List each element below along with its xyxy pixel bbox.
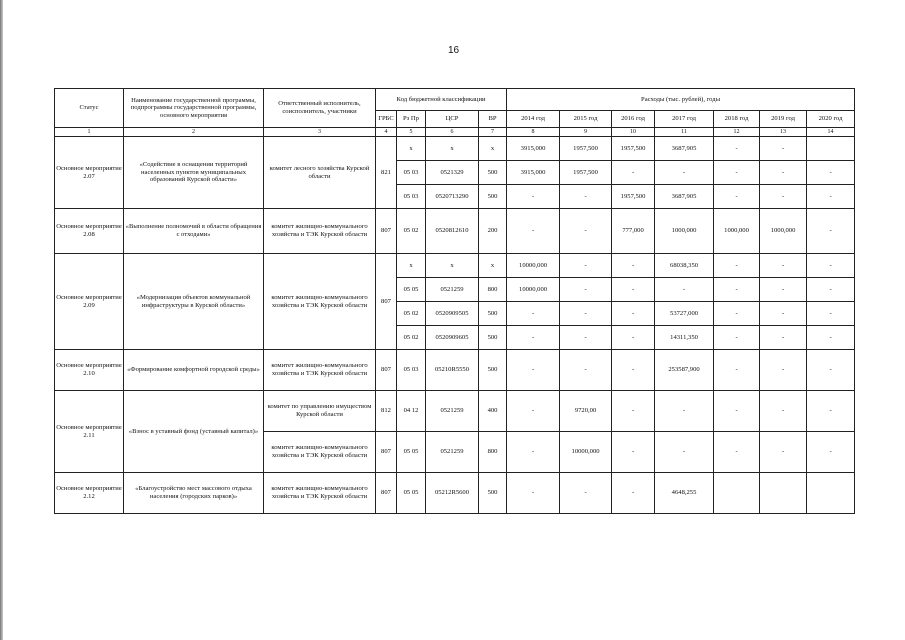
value-cell: 10000,000 (560, 432, 612, 473)
grbs-cell: 821 (376, 137, 397, 209)
executor-cell: комитет лесного хозяйства Курской области (264, 137, 376, 209)
header-rzpr: Рз Пр (397, 111, 426, 128)
value-cell: - (807, 302, 855, 326)
header-csr: ЦСР (426, 111, 479, 128)
value-cell: 4648,255 (655, 473, 714, 514)
value-cell: 14311,350 (655, 326, 714, 350)
csr-cell: 0520909605 (426, 326, 479, 350)
value-cell: - (714, 278, 760, 302)
header-expenses: Расходы (тыс. рублей), годы (507, 89, 855, 111)
value-cell (760, 473, 807, 514)
col-number: 1 (55, 128, 124, 137)
header-year: 2018 год (714, 111, 760, 128)
value-cell: - (714, 254, 760, 278)
value-cell: 1957,500 (612, 137, 655, 161)
value-cell: - (507, 326, 560, 350)
header-vr: ВР (479, 111, 507, 128)
scan-edge (0, 0, 3, 640)
value-cell: - (507, 391, 560, 432)
vr-cell: x (479, 137, 507, 161)
csr-cell: 0520812610 (426, 209, 479, 254)
value-cell: 3915,000 (507, 161, 560, 185)
value-cell: - (760, 161, 807, 185)
header-year: 2015 год (560, 111, 612, 128)
vr-cell: 500 (479, 302, 507, 326)
value-cell: - (507, 432, 560, 473)
value-cell (807, 473, 855, 514)
table-row (55, 209, 855, 254)
value-cell: - (760, 350, 807, 391)
col-number: 6 (426, 128, 479, 137)
value-cell: - (560, 209, 612, 254)
executor-cell: комитет по управлению имуществом Курской области (264, 391, 376, 432)
value-cell: - (760, 326, 807, 350)
name-cell: «Выполнение полномочий в области обращения с отходами» (124, 209, 264, 254)
value-cell: - (807, 209, 855, 254)
value-cell: - (807, 350, 855, 391)
value-cell: - (760, 278, 807, 302)
budget-table (54, 88, 855, 514)
col-number: 7 (479, 128, 507, 137)
value-cell: - (760, 432, 807, 473)
status-cell: Основное мероприятие 2.12 (55, 473, 124, 514)
value-cell: - (612, 254, 655, 278)
header-status: Статус (55, 89, 124, 128)
value-cell: - (714, 302, 760, 326)
value-cell: - (807, 161, 855, 185)
rzpr-cell: 05 05 (397, 278, 426, 302)
value-cell: - (655, 432, 714, 473)
rzpr-cell: 05 02 (397, 209, 426, 254)
name-cell: «Модернизация объектов коммунальной инфраструктуры в Курской области» (124, 254, 264, 350)
value-cell: 1957,500 (560, 161, 612, 185)
value-cell: - (760, 137, 807, 161)
vr-cell: 500 (479, 473, 507, 514)
value-cell: - (507, 350, 560, 391)
col-number: 14 (807, 128, 855, 137)
vr-cell: 500 (479, 161, 507, 185)
grbs-cell: 807 (376, 432, 397, 473)
header-year: 2014 год (507, 111, 560, 128)
value-cell: - (560, 254, 612, 278)
value-cell: 53727,000 (655, 302, 714, 326)
grbs-cell: 812 (376, 391, 397, 432)
value-cell: - (714, 185, 760, 209)
vr-cell: 800 (479, 432, 507, 473)
header-budget-code: Код бюджетной классификации (376, 89, 507, 111)
rzpr-cell: 04 12 (397, 391, 426, 432)
value-cell: 1000,000 (655, 209, 714, 254)
col-number: 10 (612, 128, 655, 137)
rzpr-cell: 05 05 (397, 432, 426, 473)
col-number: 3 (264, 128, 376, 137)
header-year: 2020 год (807, 111, 855, 128)
value-cell: - (760, 185, 807, 209)
value-cell: - (714, 161, 760, 185)
vr-cell: 200 (479, 209, 507, 254)
value-cell (807, 137, 855, 161)
executor-cell: комитет жилищно-коммунального хозяйства и ТЭК Курской области (264, 432, 376, 473)
value-cell: - (807, 185, 855, 209)
page-number: 16 (448, 45, 460, 56)
header-executor: Ответственный исполнитель, соисполнитель, участники (264, 89, 376, 128)
col-number: 2 (124, 128, 264, 137)
value-cell: - (507, 473, 560, 514)
value-cell: - (714, 350, 760, 391)
table-row (55, 137, 855, 161)
status-cell: Основное мероприятие 2.09 (55, 254, 124, 350)
csr-cell: 0520909505 (426, 302, 479, 326)
status-cell: Основное мероприятие 2.11 (55, 391, 124, 473)
value-cell (714, 473, 760, 514)
csr-cell: 0521329 (426, 161, 479, 185)
executor-cell: комитет жилищно-коммунального хозяйства и ТЭК Курской области (264, 473, 376, 514)
status-cell: Основное мероприятие 2.07 (55, 137, 124, 209)
csr-cell: 0521259 (426, 391, 479, 432)
value-cell: - (655, 391, 714, 432)
col-number: 13 (760, 128, 807, 137)
value-cell: 68038,350 (655, 254, 714, 278)
value-cell: - (612, 432, 655, 473)
value-cell: - (807, 254, 855, 278)
value-cell: - (714, 432, 760, 473)
rzpr-cell: 05 03 (397, 185, 426, 209)
rzpr-cell: 05 02 (397, 302, 426, 326)
value-cell: 3915,000 (507, 137, 560, 161)
value-cell: - (612, 326, 655, 350)
csr-cell: 0521259 (426, 432, 479, 473)
value-cell: 10000,000 (507, 278, 560, 302)
value-cell: - (714, 326, 760, 350)
value-cell: 3687,905 (655, 137, 714, 161)
header-year: 2019 год (760, 111, 807, 128)
rzpr-cell: x (397, 137, 426, 161)
value-cell: - (560, 350, 612, 391)
value-cell: - (807, 326, 855, 350)
col-number: 9 (560, 128, 612, 137)
executor-cell: комитет жилищно-коммунального хозяйства и ТЭК Курской области (264, 350, 376, 391)
csr-cell: 05210R5550 (426, 350, 479, 391)
rzpr-cell: x (397, 254, 426, 278)
rzpr-cell: 05 03 (397, 161, 426, 185)
col-number: 5 (397, 128, 426, 137)
value-cell: 1957,500 (612, 185, 655, 209)
value-cell: - (807, 391, 855, 432)
value-cell: - (612, 161, 655, 185)
executor-cell: комитет жилищно-коммунального хозяйства и ТЭК Курской области (264, 254, 376, 350)
csr-cell: x (426, 137, 479, 161)
table-row (55, 350, 855, 391)
value-cell: 9720,00 (560, 391, 612, 432)
value-cell: - (612, 391, 655, 432)
csr-cell: x (426, 254, 479, 278)
executor-cell: комитет жилищно-коммунального хозяйства и ТЭК Курской области (264, 209, 376, 254)
value-cell: - (760, 254, 807, 278)
table-row (55, 473, 855, 514)
value-cell: - (560, 278, 612, 302)
value-cell: - (560, 473, 612, 514)
vr-cell: x (479, 254, 507, 278)
value-cell: 1000,000 (760, 209, 807, 254)
status-cell: Основное мероприятие 2.08 (55, 209, 124, 254)
value-cell: - (760, 391, 807, 432)
column-number-row (55, 128, 855, 137)
grbs-cell: 807 (376, 209, 397, 254)
csr-cell: 0520713290 (426, 185, 479, 209)
col-number: 8 (507, 128, 560, 137)
value-cell: - (507, 209, 560, 254)
value-cell: - (655, 161, 714, 185)
value-cell: - (612, 278, 655, 302)
value-cell: 253587,900 (655, 350, 714, 391)
value-cell: - (560, 302, 612, 326)
col-number: 12 (714, 128, 760, 137)
vr-cell: 500 (479, 185, 507, 209)
csr-cell: 05212R5600 (426, 473, 479, 514)
value-cell: - (760, 302, 807, 326)
status-cell: Основное мероприятие 2.10 (55, 350, 124, 391)
rzpr-cell: 05 02 (397, 326, 426, 350)
col-number: 4 (376, 128, 397, 137)
value-cell: - (807, 278, 855, 302)
header-year: 2017 год (655, 111, 714, 128)
value-cell: 1957,500 (560, 137, 612, 161)
value-cell: - (612, 350, 655, 391)
name-cell: «Взнос в уставный фонд (уставный капитал)» (124, 391, 264, 473)
header-row (55, 89, 855, 111)
vr-cell: 800 (479, 278, 507, 302)
vr-cell: 500 (479, 350, 507, 391)
value-cell: 1000,000 (714, 209, 760, 254)
value-cell: - (507, 302, 560, 326)
name-cell: «Благоустройство мест массового отдыха населения (городских парков)» (124, 473, 264, 514)
rzpr-cell: 05 03 (397, 350, 426, 391)
header-year: 2016 год (612, 111, 655, 128)
table-row (55, 391, 855, 432)
rzpr-cell: 05 05 (397, 473, 426, 514)
header-grbs: ГРБС (376, 111, 397, 128)
grbs-cell: 807 (376, 254, 397, 350)
table-row (55, 254, 855, 278)
value-cell: - (807, 432, 855, 473)
value-cell: - (714, 391, 760, 432)
value-cell: 3687,905 (655, 185, 714, 209)
value-cell: - (560, 326, 612, 350)
grbs-cell: 807 (376, 473, 397, 514)
value-cell: - (507, 185, 560, 209)
value-cell: - (714, 137, 760, 161)
col-number: 11 (655, 128, 714, 137)
value-cell: - (655, 278, 714, 302)
name-cell: «Формирование комфортной городской среды» (124, 350, 264, 391)
vr-cell: 500 (479, 326, 507, 350)
header-name: Наименование государственной программы, подпрограммы государственной программы, основного мероприятия (124, 89, 264, 128)
value-cell: - (612, 473, 655, 514)
name-cell: «Содействие в оснащении территорий населенных пунктов муниципальных образований Курской области» (124, 137, 264, 209)
csr-cell: 0521259 (426, 278, 479, 302)
value-cell: 10000,000 (507, 254, 560, 278)
value-cell: - (560, 185, 612, 209)
value-cell: 777,000 (612, 209, 655, 254)
value-cell: - (612, 302, 655, 326)
vr-cell: 400 (479, 391, 507, 432)
grbs-cell: 807 (376, 350, 397, 391)
